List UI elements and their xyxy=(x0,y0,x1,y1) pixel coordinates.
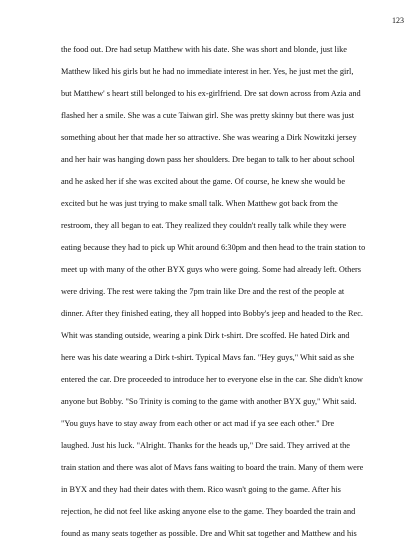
text-line: here was his date wearing a Dirk t-shirt. Typical Mavs fan. "Hey guys," Whit said as she xyxy=(61,353,355,362)
text-line: entered the car. Dre proceeded to introduce her to everyone else in the car. She didn't know xyxy=(61,375,363,384)
text-line: restroom, they all began to eat. They realized they couldn't really talk while they were xyxy=(61,221,347,230)
text-line: meet up with many of the other BYX guys who were going. Some had already left. Others xyxy=(61,265,362,274)
text-line: found as many seats together as possible. Dre and Whit sat together and Matthew and his xyxy=(61,529,357,538)
text-line: the food out. Dre had setup Matthew with his date. She was short and blonde, just like xyxy=(61,45,347,54)
body-text xyxy=(61,39,420,545)
page-number: 123 xyxy=(392,16,404,25)
text-line: and he asked her if she was excited about the game. Of course, he knew she would be xyxy=(61,177,346,186)
text-line: but Matthew' s heart still belonged to his ex-girlfriend. Dre sat down across from Azia and xyxy=(61,89,361,98)
text-line: and her hair was hanging down pass her shoulders. Dre began to talk to her about school xyxy=(61,155,355,164)
text-line: something about her that made her so attractive. She was wearing a Dirk Nowitzki jersey xyxy=(61,133,357,142)
text-line: flashed her a smile. She was a cute Taiwan girl. She was pretty skinny but there was just xyxy=(61,111,355,120)
text-line: eating because they had to pick up Whit around 6:30pm and then head to the train station to xyxy=(61,243,366,252)
text-line: in BYX and they had their dates with them. Rico wasn't going to the game. After his xyxy=(61,485,341,494)
text-line: Matthew liked his girls but he had no immediate interest in her. Yes, he just met the girl, xyxy=(61,67,354,76)
text-line: laughed. Just his luck. "Alright. Thanks for the heads up," Dre said. They arrived at the xyxy=(61,441,350,450)
text-line: anyone but Bobby. "So Trinity is coming to the game with another BYX guy," Whit said. xyxy=(61,397,357,406)
text-line: train station and there was alot of Mavs fans waiting to board the train. Many of them were xyxy=(61,463,364,472)
text-line: rejection, he did not feel like asking anyone else to the game. They boarded the train and xyxy=(61,507,356,516)
text-line: excited but he was just trying to make small talk. When Matthew got back from the xyxy=(61,199,338,208)
text-line: Whit was standing outside, wearing a pink Dirk t-shirt. Dre scoffed. He hated Dirk and xyxy=(61,331,350,340)
text-line: "You guys have to stay away from each other or act mad if ya see each other." Dre xyxy=(61,419,335,428)
text-line: dinner. After they finished eating, they all hopped into Bobby's jeep and headed to the Rec. xyxy=(61,309,363,318)
text-line: were driving. The rest were taking the 7pm train like Dre and the rest of the people at xyxy=(61,287,345,296)
